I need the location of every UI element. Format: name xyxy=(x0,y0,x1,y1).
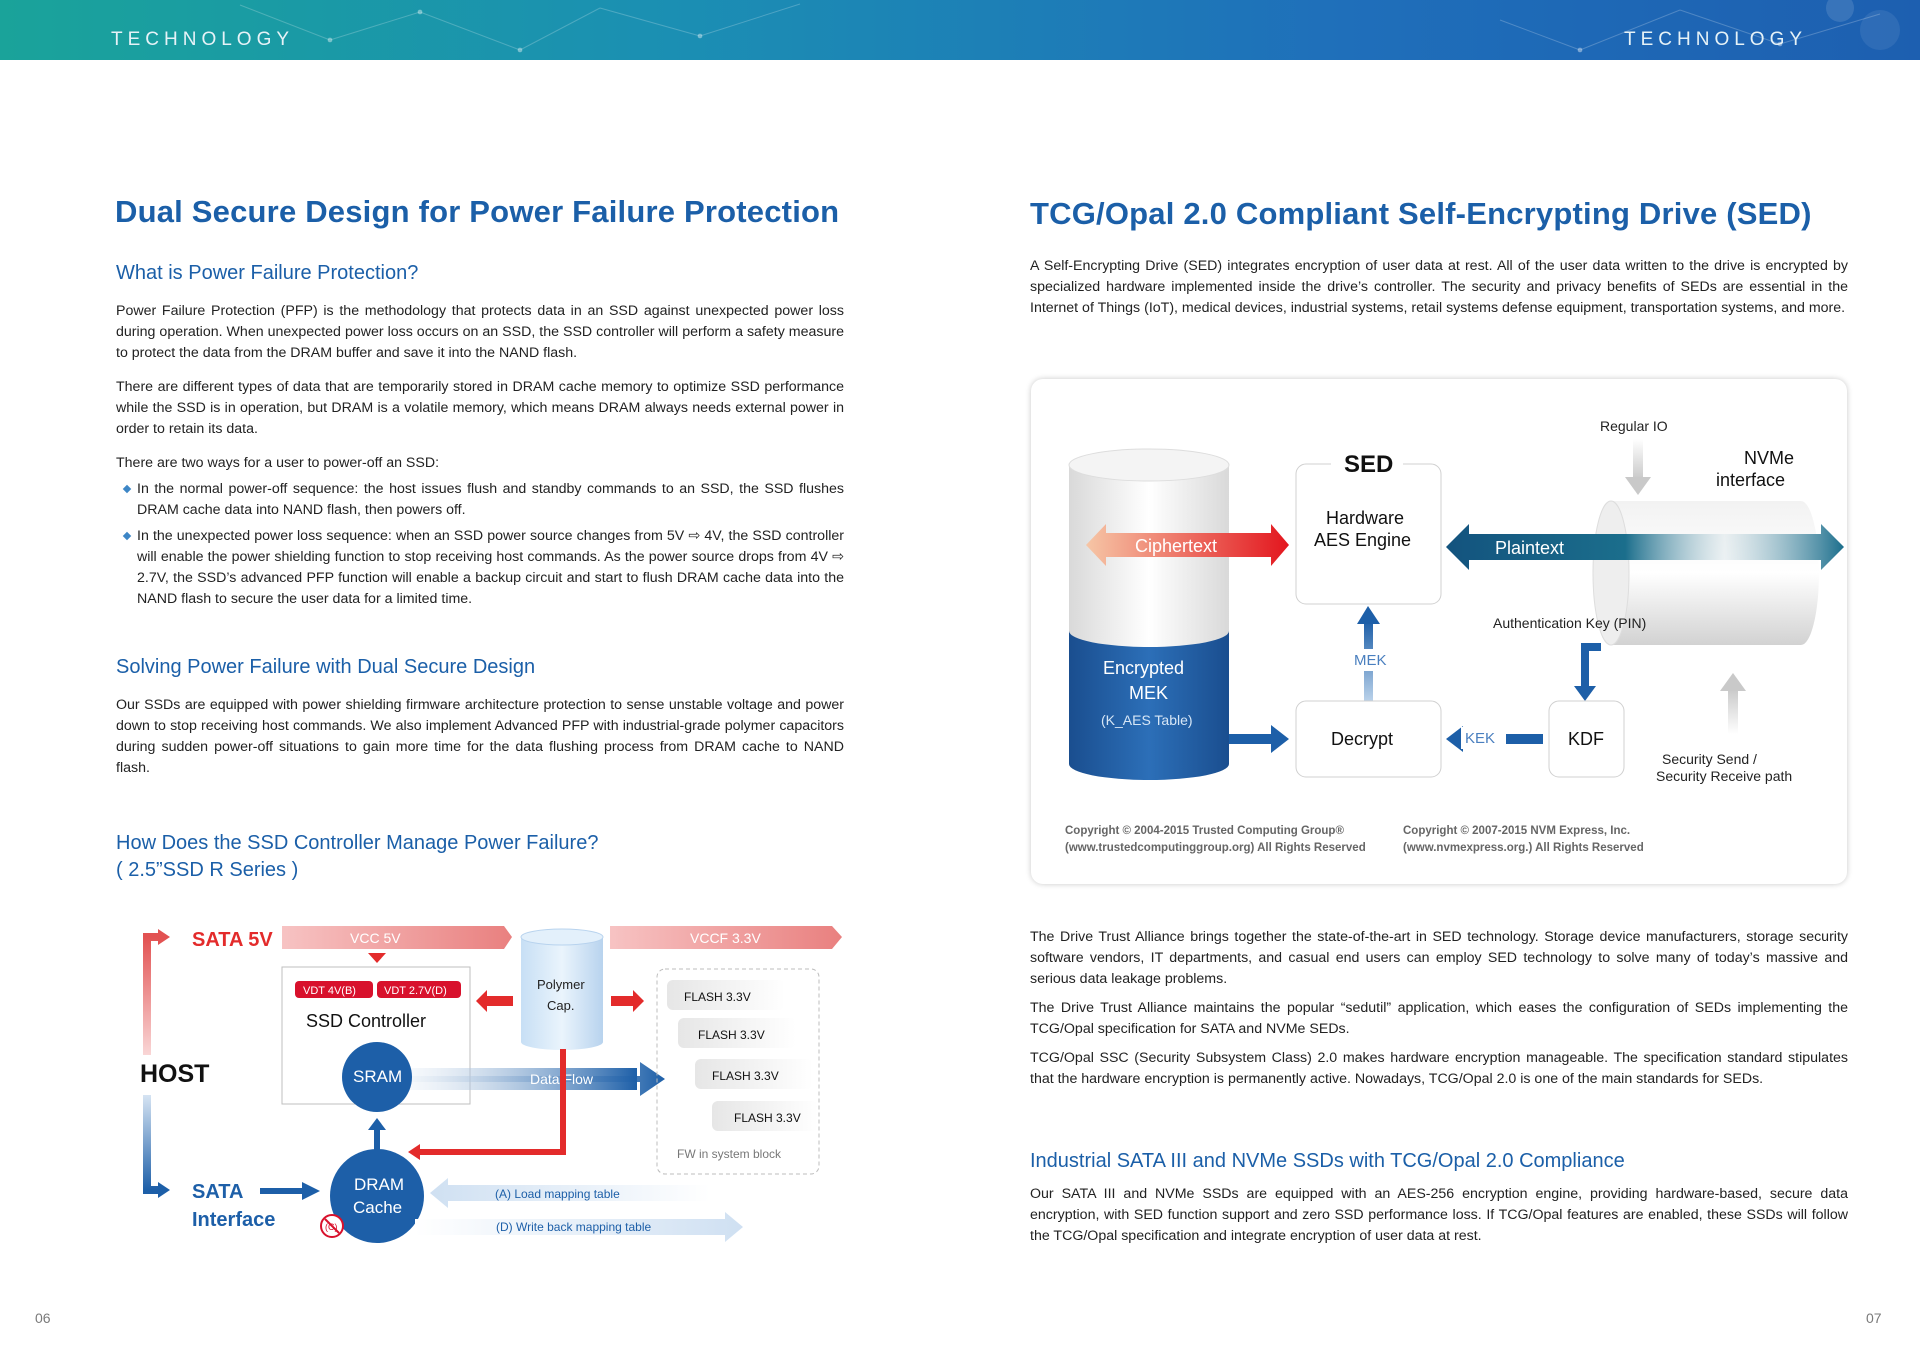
vdt-d-label: VDT 2.7V(D) xyxy=(384,985,447,997)
host-data-arrowhead xyxy=(158,1182,170,1198)
encrypted-label-line3: (K_AES Table) xyxy=(1101,712,1193,728)
controller-heading-line1: How Does the SSD Controller Manage Power Failure? xyxy=(116,832,599,854)
right-page-title-block xyxy=(1030,196,1848,232)
kdf-label: KDF xyxy=(1568,729,1604,749)
drive-trust-paragraph-3: TCG/Opal SSC (Security Subsystem Class) 2.0 makes hardware encryption manageable. The specification standard stipulates that the hardware encryption is permanently active. Nowadays, TCG/Opal 2.0 is one of the main standards for SEDs. xyxy=(1030,1050,1848,1087)
copyright-tcg-line2: (www.trustedcomputinggroup.org) All Rights Reserved xyxy=(1065,842,1366,854)
engine-label-line2: AES Engine xyxy=(1314,530,1412,550)
power-failure-diagram xyxy=(130,915,850,1245)
sed-diagram xyxy=(1031,379,1847,884)
nvme-label-line1: NVMe xyxy=(1744,448,1795,468)
copyright-nvme-line2: (www.nvmexpress.org.) All Rights Reserved xyxy=(1403,842,1644,854)
ssd-controller-label: SSD Controller xyxy=(306,1011,427,1031)
list-item xyxy=(116,479,844,521)
data-flow-label: Data Flow xyxy=(530,1071,594,1087)
no-c-label: (C) xyxy=(325,1222,338,1232)
section-tag-left: TECHNOLOGY xyxy=(111,29,295,50)
host-label: HOST xyxy=(140,1060,210,1088)
security-path-arrowhead xyxy=(1720,673,1746,691)
mek-label: MEK xyxy=(1354,652,1387,669)
ciphertext-label: Ciphertext xyxy=(1135,536,1218,556)
fw-label: FW in system block xyxy=(677,1147,782,1161)
list-item-text: In the normal power-off sequence: the host issues flush and standby commands to an SSD, the SSD flushes DRAM cache data into NAND flash, then powers off. xyxy=(137,481,844,518)
regular-io-line xyxy=(1633,439,1643,479)
pfp-heading: What is Power Failure Protection? xyxy=(116,262,419,284)
power-off-list xyxy=(116,479,844,610)
dual-secure-section xyxy=(116,654,844,779)
dram-label-line2: Cache xyxy=(353,1198,403,1217)
encrypted-label-line2: MEK xyxy=(1129,683,1169,703)
flash-label: FLASH 3.3V xyxy=(734,1111,801,1125)
engine-label-line1: Hardware xyxy=(1326,508,1405,528)
sram-label: SRAM xyxy=(353,1067,403,1086)
polymer-label-line2: Cap. xyxy=(547,998,575,1013)
flash-label: FLASH 3.3V xyxy=(684,990,751,1004)
plaintext-label: Plaintext xyxy=(1495,538,1565,558)
regular-io-arrowhead xyxy=(1625,477,1651,495)
polymer-label-line1: Polymer xyxy=(537,977,585,992)
sed-intro-paragraph: A Self-Encrypting Drive (SED) integrates encryption of user data at rest. All of the user data written to the drive is encrypted by specialized hardware implemented inside the drive’s controller. The security and privacy benefits of SEDs are essential in the Internet of Things (IoT), medical devices, industrial systems, retail systems defense equipment, transportation systems, and more. xyxy=(1030,258,1848,316)
drive-trust-paragraph-1: The Drive Trust Alliance brings together the state-of-the-art in SED technology. Storage device manufacturers, storage security software vendors, IT departments, and casual end users can employ SED technology to solve many of today’s massive and serious data leakage problems. xyxy=(1030,929,1848,987)
bullet-diamond-icon xyxy=(123,532,131,540)
load-mapping-label: (A) Load mapping table xyxy=(495,1187,620,1201)
sed-diagram-card xyxy=(1031,379,1847,884)
pfp-intro-section xyxy=(116,260,844,615)
sata-to-dram-arrow xyxy=(260,1182,320,1200)
flash-label: FLASH 3.3V xyxy=(698,1028,765,1042)
industrial-section xyxy=(1030,1148,1848,1247)
sata-interface-line2: Interface xyxy=(192,1209,276,1231)
dram-circle xyxy=(330,1149,424,1243)
vcc-5v-label: VCC 5V xyxy=(350,930,401,946)
industrial-paragraph: Our SATA III and NVMe SSDs are equipped with an AES-256 encryption engine, providing hardware-based, secure data encryption, with SED function support and zero SSD performance loss. If TCG/Opal features are enabled, these SSDs will follow the TCG/Opal specification and integrate encryption of user data at rest. xyxy=(1030,1186,1848,1244)
security-path-line1: Security Send / xyxy=(1662,751,1757,767)
sed-intro-section xyxy=(1030,256,1848,319)
sata-interface-line1: SATA xyxy=(192,1181,244,1203)
copyright-nvme-line1: Copyright © 2007-2015 NVM Express, Inc. xyxy=(1403,825,1631,837)
left-page-title: Dual Secure Design for Power Failure Protection xyxy=(115,194,840,229)
vdt-b-label: VDT 4V(B) xyxy=(303,985,356,997)
page-number-left: 06 xyxy=(35,1310,51,1326)
dual-secure-heading: Solving Power Failure with Dual Secure Design xyxy=(116,656,536,678)
cap-to-controller-arrow xyxy=(476,990,513,1012)
encrypted-mek-segment xyxy=(1069,631,1229,780)
bullet-diamond-icon xyxy=(123,485,131,493)
pfp-paragraph-2: There are different types of data that are temporarily stored in DRAM cache memory to optimize SSD performance while the SSD is in operation, but DRAM is a volatile memory, which means DRAM always needs external power in order to retain its data. xyxy=(116,379,844,437)
dram-to-sram-arrowhead xyxy=(368,1118,386,1130)
industrial-heading: Industrial SATA III and NVMe SSDs with TCG/Opal 2.0 Compliance xyxy=(1030,1150,1625,1172)
cap-to-flash-arrow xyxy=(611,990,644,1012)
host-power-line xyxy=(147,937,160,1055)
host-data-line xyxy=(147,1095,160,1190)
copyright-tcg-line1: Copyright © 2004-2015 Trusted Computing Group® xyxy=(1065,825,1344,837)
left-page-title-block xyxy=(115,194,845,230)
vcc-down-arrowhead xyxy=(368,953,386,963)
dram-label-line1: DRAM xyxy=(354,1175,405,1194)
kek-label: KEK xyxy=(1465,730,1496,747)
drive-trust-section xyxy=(1030,927,1848,1090)
controller-heading-line2: ( 2.5”SSD R Series ) xyxy=(116,859,299,881)
flash-label: FLASH 3.3V xyxy=(712,1069,779,1083)
vccf-label: VCCF 3.3V xyxy=(690,930,761,946)
auth-key-line xyxy=(1585,647,1601,689)
controller-section xyxy=(116,830,844,884)
decrypt-label: Decrypt xyxy=(1331,729,1394,749)
auth-key-arrowhead xyxy=(1574,686,1596,701)
polymer-cap-cylinder xyxy=(521,937,603,1050)
nvme-label-line2: interface xyxy=(1716,470,1786,490)
list-item xyxy=(116,526,844,610)
regular-io-label: Regular IO xyxy=(1600,418,1668,434)
right-page-title: TCG/Opal 2.0 Compliant Self-Encrypting Drive (SED) xyxy=(1030,196,1812,231)
sed-label: SED xyxy=(1344,451,1394,478)
drive-trust-paragraph-2: The Drive Trust Alliance maintains the popular “sedutil” application, which eases the configuration of SEDs implementing the TCG/Opal specification for SATA and NVMe SEDs. xyxy=(1030,1000,1848,1037)
encrypted-label-line1: Encrypted xyxy=(1103,658,1185,678)
auth-key-label: Authentication Key (PIN) xyxy=(1493,615,1647,631)
section-tag-right: TECHNOLOGY xyxy=(1624,29,1808,50)
pfp-paragraph-1: Power Failure Protection (PFP) is the methodology that protects data in an SSD against unexpected power loss during operation. When unexpected power loss occurs on an SSD, the SSD controller will perform a safety measure to protect the data from the DRAM buffer and save it into the NAND flash. xyxy=(116,303,844,361)
polymer-cap-top xyxy=(521,929,603,945)
kek-line-right xyxy=(1501,734,1543,744)
host-power-arrowhead xyxy=(158,929,170,945)
sata-5v-label: SATA 5V xyxy=(192,929,273,951)
writeback-mapping-label: (D) Write back mapping table xyxy=(496,1220,652,1234)
page-number-right: 07 xyxy=(1866,1310,1882,1326)
security-path-line xyxy=(1728,689,1738,734)
flush-path-arrowhead xyxy=(408,1144,420,1160)
storage-cylinder-top xyxy=(1069,449,1229,481)
list-item-text: In the unexpected power loss sequence: when an SSD power source changes from 5V ⇨ 4V, the SSD controller will enable the power shielding function to stop receiving host commands. As the power source drops from 4V ⇨ 2.7V, the SSD’s advanced PFP function will enable a backup circuit and start to flush DRAM cache data into the NAND flash to secure the user data for a limited time. xyxy=(137,528,844,607)
header-bar xyxy=(0,0,1920,60)
mek-arrowhead xyxy=(1357,606,1380,624)
data-flow-band xyxy=(377,1068,637,1090)
security-path-line2: Security Receive path xyxy=(1656,768,1793,784)
mek-to-decrypt-arrow xyxy=(1229,725,1289,753)
pfp-paragraph-3: There are two ways for a user to power-off an SSD: xyxy=(116,455,440,471)
dual-secure-paragraph: Our SSDs are equipped with power shielding firmware architecture protection to sense unstable voltage and power down to stop receiving host commands. We also implement Advanced PFP with industrial-grade polymer capacitors during sudden power-off situations to gain more time for the data flushing process from DRAM cache to NAND flash. xyxy=(116,697,844,776)
